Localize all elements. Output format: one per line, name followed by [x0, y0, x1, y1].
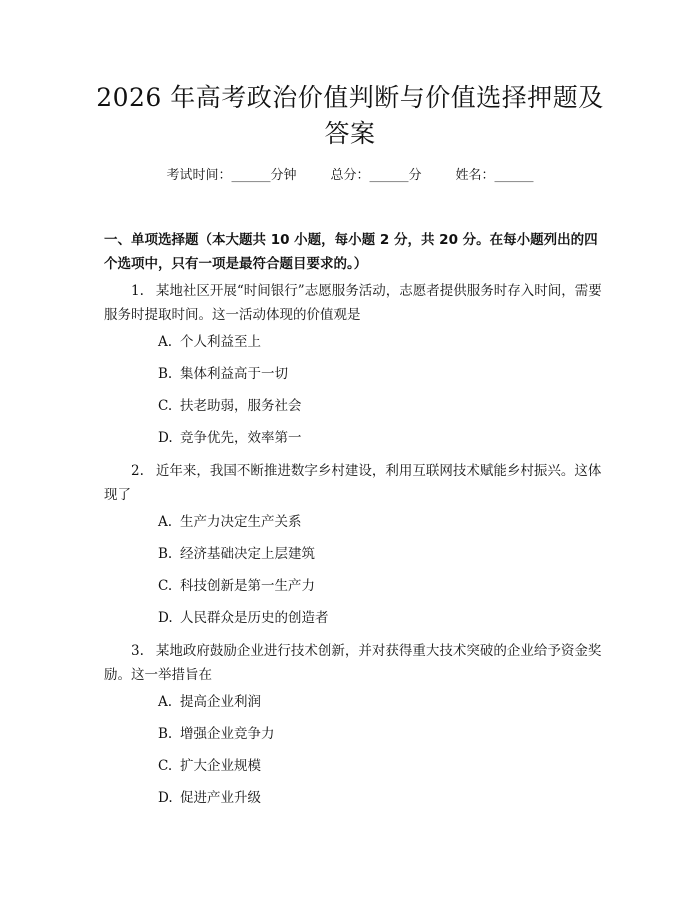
question-text: 近年来，我国不断推进数字乡村建设，利用互联网技术赋能乡村振兴。这体现了: [104, 463, 602, 503]
student-name-field: 姓名：______: [455, 168, 534, 183]
option-letter: C.: [158, 758, 173, 774]
option-1d: [158, 427, 302, 449]
option-letter: A.: [158, 334, 173, 350]
question-number: 1.: [131, 283, 144, 299]
option-text: 集体利益高于一切: [180, 366, 288, 382]
option-1a: [158, 331, 261, 353]
option-letter: C.: [158, 578, 173, 594]
option-2b: [158, 543, 315, 565]
question-2: [104, 459, 604, 507]
option-text: 提高企业利润: [180, 694, 261, 710]
section-heading: 一、单项选择题（本大题共 10 小题，每小题 2 分，共 20 分。在每小题列出的四个选项中，只有一项是最符合题目要求的。）: [104, 232, 598, 272]
exam-info-line: [0, 166, 700, 186]
option-text: 增强企业竞争力: [180, 726, 275, 742]
page-title: 2026 年高考政治价值判断与价值选择押题及答案: [96, 83, 604, 148]
option-text: 扩大企业规模: [180, 758, 261, 774]
question-1: [104, 279, 604, 327]
option-1c: [158, 395, 302, 417]
total-score-field: 总分：______分: [330, 168, 422, 183]
option-letter: D.: [158, 610, 173, 626]
option-letter: C.: [158, 398, 173, 414]
option-letter: D.: [158, 790, 173, 806]
option-2a: [158, 511, 302, 533]
question-3: [104, 639, 604, 687]
question-text: 某地社区开展“时间银行”志愿服务活动，志愿者提供服务时存入时间，需要服务时提取时间。这一活动体现的价值观是: [104, 283, 602, 323]
option-text: 科技创新是第一生产力: [180, 578, 315, 594]
question-text: 某地政府鼓励企业进行技术创新，并对获得重大技术突破的企业给予资金奖励。这一举措旨在: [104, 643, 602, 683]
option-text: 人民群众是历史的创造者: [180, 610, 329, 626]
option-text: 扶老助弱，服务社会: [180, 398, 302, 414]
option-3d: [158, 787, 261, 809]
option-2c: [158, 575, 315, 597]
option-text: 个人利益至上: [180, 334, 261, 350]
option-text: 生产力决定生产关系: [180, 514, 302, 530]
option-letter: B.: [158, 726, 173, 742]
exam-time-field: 考试时间：______分钟: [166, 168, 297, 183]
option-letter: A.: [158, 514, 173, 530]
option-letter: B.: [158, 366, 173, 382]
option-3a: [158, 691, 261, 713]
option-letter: A.: [158, 694, 173, 710]
option-2d: [158, 607, 329, 629]
option-text: 经济基础决定上层建筑: [180, 546, 315, 562]
option-text: 促进产业升级: [180, 790, 261, 806]
option-3b: [158, 723, 275, 745]
question-number: 3.: [131, 643, 144, 659]
option-1b: [158, 363, 288, 385]
option-text: 竞争优先，效率第一: [180, 430, 302, 446]
option-letter: D.: [158, 430, 173, 446]
option-3c: [158, 755, 261, 777]
question-number: 2.: [131, 463, 144, 479]
option-letter: B.: [158, 546, 173, 562]
